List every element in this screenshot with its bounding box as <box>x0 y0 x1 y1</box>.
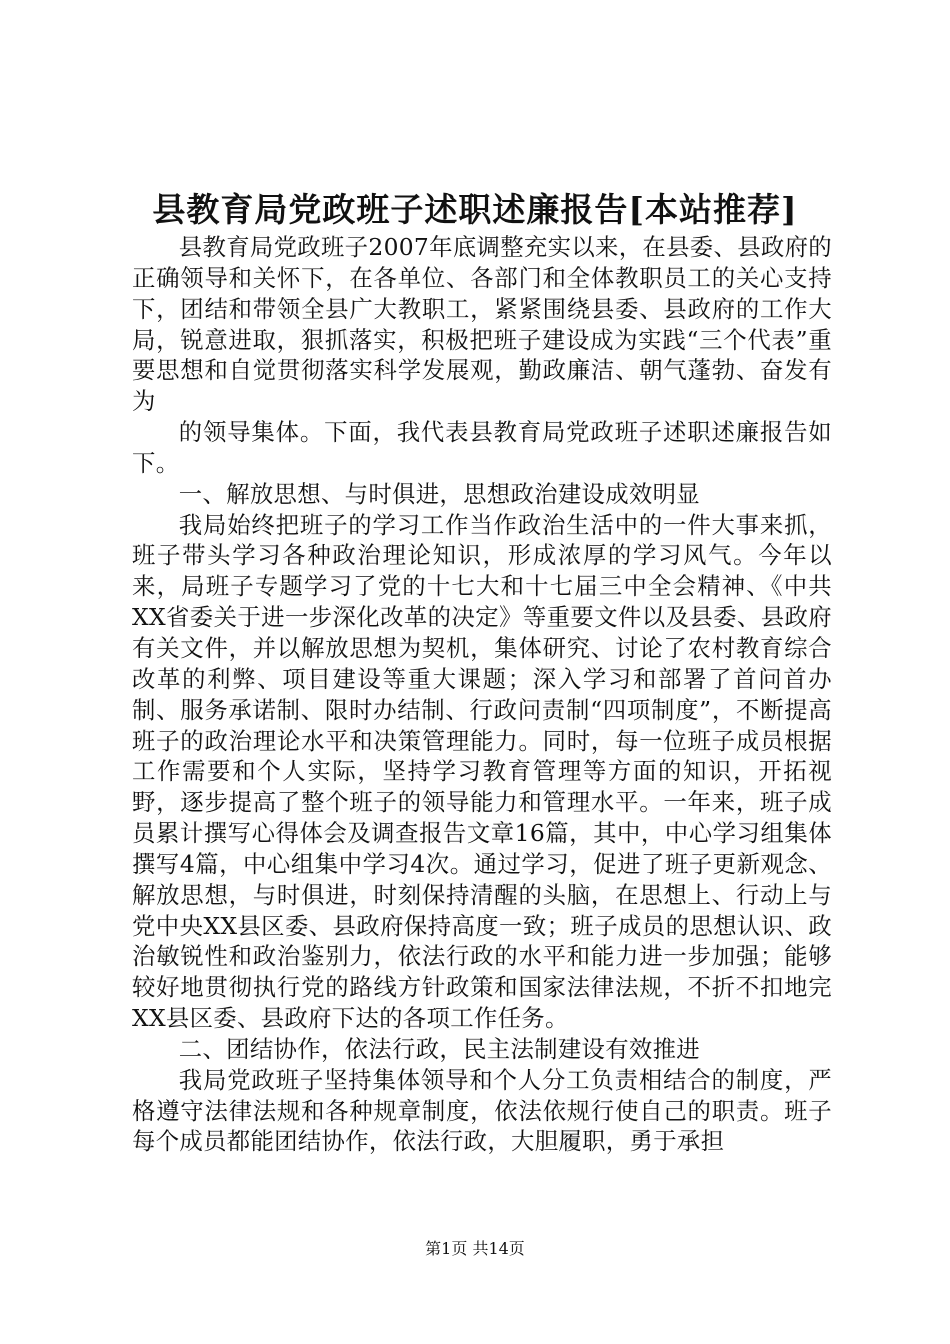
section-heading-2: 二、团结协作，依法行政，民主法制建设有效推进 <box>178 1034 700 1063</box>
document-body <box>132 232 832 1157</box>
paragraph-intro: 县教育局党政班子2007年底调整充实以来，在县委、县政府的正确领导和关怀下，在各单位、各部门和全体教职员工的关心支持下，团结和带领全县广大教职工，紧紧围绕县委、县政府的工作大局，锐意进取，狠抓落实，积极把班子建设成为实践“三个代表”重要思想和自觉贯彻落实科学发展观，勤政廉洁、朝气蓬勃、奋发有为 <box>132 233 832 416</box>
paragraph-intro-continued: 的领导集体。下面，我代表县教育局党政班子述职述廉报告如下。 <box>132 418 832 477</box>
section-heading-1: 一、解放思想、与时俱进，思想政治建设成效明显 <box>178 479 700 508</box>
document-title: 县教育局党政班子述职述廉报告[本站推荐] <box>152 190 798 229</box>
paragraph-section-2: 我局党政班子坚持集体领导和个人分工负责相结合的制度，严格遵守法律法规和各种规章制度，依法依规行使自己的职责。班子每个成员都能团结协作，依法行政，大胆履职，勇于承担 <box>132 1065 832 1156</box>
page-footer: 第1页 共14页 <box>425 1239 525 1258</box>
paragraph-section-1: 我局始终把班子的学习工作当作政治生活中的一件大事来抓，班子带头学习各种政治理论知识，形成浓厚的学习风气。今年以来，局班子专题学习了党的十七大和十七届三中全会精神、《中共XX省委关于进一步深化改革的决定》等重要文件以及县委、县政府有关文件，并以解放思想为契机，集体研究、讨论了农村教育综合改革的利弊、项目建设等重大课题；深入学习和部署了首问首办制、服务承诺制、限时办结制、行政问责制“四项制度”，不断提高班子的政治理论水平和决策管理能力。同时，每一位班子成员根据工作需要和个人实际，坚持学习教育管理等方面的知识，开拓视野，逐步提高了整个班子的领导能力和管理水平。一年来，班子成员累计撰写心得体会及调查报告文章16篇，其中，中心学习组集体撰写4篇，中心组集中学习4次。通过学习，促进了班子更新观念、解放思想，与时俱进，时刻保持清醒的头脑，在思想上、行动上与党中央XX县区委、县政府保持高度一致；班子成员的思想认识、政治敏锐性和政治鉴别力，依法行政的水平和能力进一步加强；能够较好地贯彻执行党的路线方针政策和国家法律法规，不折不扣地完XX县区委、县政府下达的各项工作任务。 <box>132 510 832 1033</box>
